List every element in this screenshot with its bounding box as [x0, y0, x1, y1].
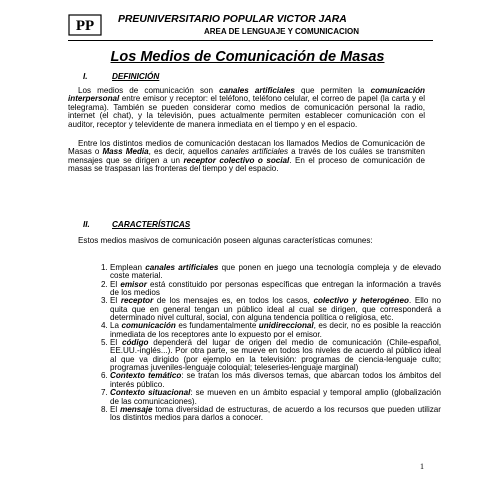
section-number: I.	[83, 72, 88, 81]
list-item: 4. La comunicación es fundamentalmente unidireccional, es decir, no es posible la reacción inmediata de los receptores ante lo expuesto por el emisor.	[110, 322, 441, 339]
list-item: 3. El receptor de los mensajes es, en todos los casos, colectivo y heterogéneo. Ello no quita que en general tengan un público ideal al cual se dirigen, que corresponderá a determinado nivel cultural, social, con alguna tendencia política o religiosa, etc.	[110, 297, 441, 322]
header-divider	[68, 40, 433, 41]
definition-paragraph-1: Los medios de comunicación son canales artificiales que permiten la comunicación interpersonal entre emisor y receptor: el teléfono, teléfono celular, el correo de papel (la carta y el telegrama). También se pueden considerar como medios de comunicación personal la radio, internet (el chat), y la televisión, pues actualmente permiten establecer comunicación con el auditor, receptor y televidente de manera inmediata en el tiempo y en el espacio.	[68, 86, 425, 129]
definition-paragraph-2: Entre los distintos medios de comunicación destacan los llamados Medios de Comunicación de Masas o Mass Media, es decir, aquellos canales artificiales a través de los cuáles se transmiten mensajes que se dirigen a un receptor colectivo o social. En el proceso de comunicación de masas se traspasan las fronteras del tiempo y del espacio.	[68, 139, 425, 174]
list-item: 5. El código dependerá del lugar de origen del medio de comunicación (Chile-español, EE.UU.-inglés...). Por otra parte, se mueve en todos los niveles de acuerdo al público ideal al que va dirigido (por ejemplo en la televisión: programas de ciencia-lenguaje culto; programas juveniles-lenguaje coloquial; teleseries-lenguaje marginal)	[110, 339, 441, 372]
page-number: 1	[420, 462, 424, 471]
document-title: Los Medios de Comunicación de Masas	[110, 49, 385, 65]
list-item: 6. Contexto temático: se tratan los más diversos temas, que abarcan todos los ámbitos del interés público.	[110, 372, 441, 389]
list-item: 7. Contexto situacional: se mueven en un ámbito espacial y temporal amplio (globalización de las comunicaciones).	[110, 389, 441, 406]
list-item: 1. Emplean canales artificiales que ponen en juego una tecnología compleja y de elevado coste material.	[110, 264, 441, 281]
list-item: 8. El mensaje toma diversidad de estructuras, de acuerdo a los recursos que pueden utilizar los distintos medios para darlos a conocer.	[110, 406, 441, 423]
area-name: AREA DE LENGUAJE Y COMUNICACION	[204, 27, 359, 36]
logo-graphic	[68, 14, 102, 36]
section-title: CARACTERÍSTICAS	[112, 220, 191, 229]
characteristics-intro: Estos medios masivos de comunicación poseen algunas características comunes:	[78, 236, 373, 245]
institution-logo	[68, 14, 102, 36]
list-item: 2. El emisor está constituido por personas específicas que entregan la información a través de los medios	[110, 281, 441, 298]
section-title: DEFINICIÓN	[112, 72, 160, 81]
section-number: II.	[83, 220, 90, 229]
logo-text: PP	[75, 18, 95, 34]
institution-name: PREUNIVERSITARIO POPULAR VICTOR JARA	[118, 14, 347, 25]
characteristics-list	[94, 264, 441, 423]
